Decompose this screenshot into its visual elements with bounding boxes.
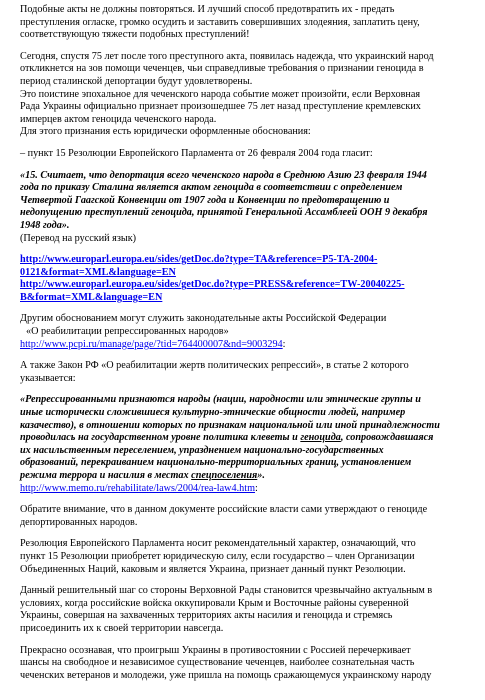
text-line: Сегодня, спустя 75 лет после того преступного акта, появилась надежда, что украинский народ xyxy=(20,50,434,62)
text-line: Данный решительный шаг со стороны Верховной Рады становится чрезвычайно актуальным в xyxy=(20,585,433,597)
europarl-link-2[interactable] xyxy=(20,279,471,292)
quote-line: недопущению преступлений геноцида, принятой Генеральной Ассамблеей ООН 9 декабря xyxy=(20,207,428,219)
text-line: чеченских ветеранов и молодежи, уже пришла на помощь сражающемуся украинскому народу xyxy=(20,669,432,681)
quote-line: образований, перекраиванием национально-территориальных границ, установлением xyxy=(20,457,412,469)
quote-fragment: , сопровождавшаяся xyxy=(340,432,434,444)
paragraph-decisive-step xyxy=(20,585,471,635)
text-line: – пункт 15 Резолюции Европейского Парламента от 26 февраля 2004 года гласит: xyxy=(20,147,373,159)
text-line: соответствующую тяжести подобных преступлений! xyxy=(20,29,250,41)
memo-link[interactable]: http://www.memo.ru/rehabilitate/laws/2004/rea-law4.htm xyxy=(20,482,256,494)
text-line: преступления огласке, громко осудить и заставить совершивших злодеяния, заплатить цену, xyxy=(20,16,420,28)
text-line: А также Закон РФ «О реабилитации жертв политических репрессий», в статье 2 которого xyxy=(20,360,409,372)
text-line: Украины, совершая на захваченных территориях акты насилия и геноцида и стремясь xyxy=(20,610,393,622)
memo-link-line xyxy=(20,483,471,496)
text-line: «О реабилитации репрессированных народов» xyxy=(26,326,229,338)
paragraph-rf-law xyxy=(20,360,471,385)
paragraph-resolution-intro xyxy=(20,148,471,161)
links-europarl xyxy=(20,254,471,304)
text-line: период сталинской депортации будут удовлетворены. xyxy=(20,75,253,87)
paragraph-hope xyxy=(20,51,471,139)
paragraph-intro xyxy=(20,4,471,42)
text-line: депортированных народов. xyxy=(20,516,138,528)
quote-resolution xyxy=(20,170,471,246)
quote-line: «15. Считает, что депортация всего чеченского народа в Среднюю Азию 23 февраля 1944 xyxy=(20,169,427,181)
link-text: http://www.europarl.europa.eu/sides/getDoc.do?type=TA&reference=P5-TA-2004- xyxy=(20,254,378,266)
text-line: Обратите внимание, что в данном документе российские власти сами утверждают о геноциде xyxy=(20,504,428,516)
link-text: 0121&format=XML&language=EN xyxy=(20,266,176,278)
text-line: Объединенных Наций, каковым и является Украина, признает данный пункт Резолюции. xyxy=(20,563,406,575)
punctuation: : xyxy=(282,338,286,350)
text-line: Другим обоснованием могут служить законодательные акты Российской Федерации xyxy=(20,313,387,325)
link-text: B&format=XML&language=EN xyxy=(20,291,163,303)
pcpi-link[interactable]: http://www.pcpi.ru/manage/page/?tid=764400007&nd=9003294 xyxy=(20,338,283,350)
quote-line: их насильственным переселением, упразднением национально-государственных xyxy=(20,444,384,456)
text-line: Это поистине эпохальное для чеченского народа событие может произойти, если Верховная xyxy=(20,88,421,100)
quote-fragment: режима террора и насилия в местах xyxy=(20,470,192,481)
text-line: Резолюция Европейского Парламента носит рекомендательный характер, означающий, что xyxy=(20,538,416,550)
text-line: условиях, когда российские войска оккупировали Крым и Восточные районы суверенной xyxy=(20,597,409,609)
paragraph-attention xyxy=(20,504,471,529)
quote-underlined: спецпоселения xyxy=(191,470,258,481)
quote-line: 1948 года». xyxy=(20,219,70,231)
quote-underlined: геноцида xyxy=(300,432,341,444)
text-line: Прекрасно осознавая, что проигрыш Украины в противостоянии с Россией перечеркивает xyxy=(20,644,411,656)
quote-rf-law xyxy=(20,394,471,495)
punctuation: : xyxy=(255,482,258,494)
quote-line: Четвертой Гаагской Конвенции от 1907 года и Конвенции по предотвращению и xyxy=(20,194,390,206)
text-line: Для этого признания есть юридически оформленные обоснования: xyxy=(20,126,311,138)
quote-line xyxy=(20,470,471,483)
text-line: Подобные акты не должны повторяться. И лучший способ предотвратить их - предать xyxy=(20,4,395,15)
translation-note: (Перевод на русский язык) xyxy=(20,232,137,244)
text-line: присоединить их к своей территории навсегда. xyxy=(20,622,224,634)
text-line: Рада Украины официально признает произошедшее 75 лет назад преступление кремлевских xyxy=(20,101,421,113)
europarl-link-1[interactable] xyxy=(20,254,471,267)
text-line: указывается: xyxy=(20,372,76,384)
europarl-link-1-cont[interactable] xyxy=(20,267,471,280)
quote-fragment: проводилась на государственном уровне политика клеветы и xyxy=(20,432,301,444)
quote-line xyxy=(20,432,471,445)
text-line: откликнется на зов помощи чеченцев, чьи справедливые требования о признании геноцида в xyxy=(20,63,424,75)
quote-line: «Репрессированными признаются народы (нации, народности или этнические группы и xyxy=(20,394,421,406)
text-line: пункт 15 Резолюции приобретет юридическую силу, если государство – член Организации xyxy=(20,550,415,562)
paragraph-veterans xyxy=(20,645,471,683)
quote-line: года по приказу Сталина является актом геноцида в соответствии с определением xyxy=(20,182,403,194)
link-text: http://www.europarl.europa.eu/sides/getDoc.do?type=PRESS&reference=TW-20040225- xyxy=(20,279,405,291)
paragraph-resolution-status xyxy=(20,538,471,576)
quote-line: иные исторически сложившиеся культурно-этнические общности людей, например xyxy=(20,407,406,419)
text-line: шансы на свободное и независимое существование чеченцев, наиболее сознательная часть xyxy=(20,657,415,669)
paragraph-rf-acts xyxy=(20,313,471,351)
text-line: имперцев актом геноцида чеченского народа. xyxy=(20,113,217,125)
quote-fragment: ». xyxy=(257,470,265,481)
pcpi-link-line xyxy=(20,339,471,352)
europarl-link-2-cont[interactable] xyxy=(20,292,471,305)
quote-line: казачество), в отношении которых по признакам национальной или иной принадлежности xyxy=(20,419,440,431)
